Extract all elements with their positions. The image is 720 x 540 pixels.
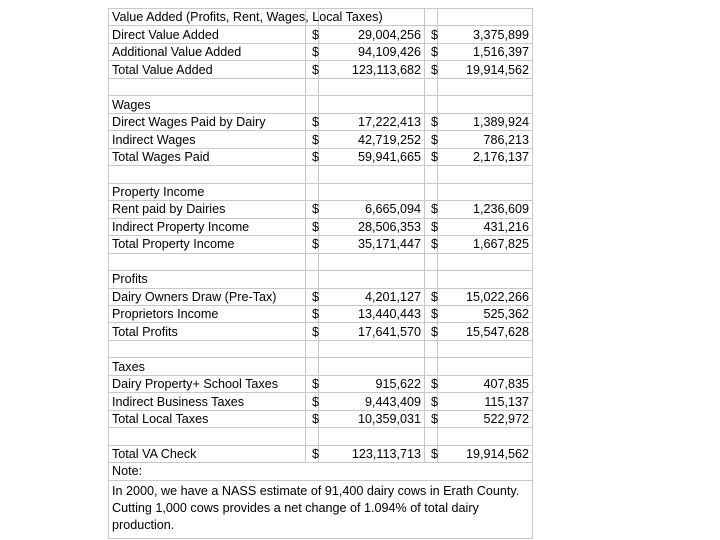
table-row — [109, 26, 533, 43]
currency-symbol: $ — [425, 393, 438, 410]
empty-cell — [438, 78, 533, 95]
empty-cell — [425, 183, 438, 200]
note-label-row — [109, 463, 533, 480]
empty-cell — [306, 271, 319, 288]
table-row — [109, 305, 533, 322]
value-column-2: 15,547,628 — [438, 323, 533, 340]
table-row — [109, 445, 533, 462]
value-column-1: 9,443,409 — [319, 393, 425, 410]
currency-symbol: $ — [306, 113, 319, 130]
currency-symbol: $ — [306, 445, 319, 462]
value-column-1: 29,004,256 — [319, 26, 425, 43]
table-row — [109, 61, 533, 78]
empty-cell — [438, 358, 533, 375]
currency-symbol: $ — [306, 61, 319, 78]
empty-cell — [438, 166, 533, 183]
empty-cell — [425, 358, 438, 375]
table-row — [109, 218, 533, 235]
empty-cell — [425, 9, 438, 26]
empty-cell — [319, 183, 425, 200]
currency-symbol: $ — [306, 43, 319, 60]
section-heading: Value Added (Profits, Rent, Wages, Local Taxes) — [109, 9, 306, 26]
empty-cell — [109, 166, 306, 183]
blank-row — [109, 340, 533, 357]
row-label: Total Wages Paid — [109, 148, 306, 165]
note-text-row — [109, 480, 533, 538]
value-column-2: 115,137 — [438, 393, 533, 410]
currency-symbol: $ — [425, 323, 438, 340]
currency-symbol: $ — [306, 410, 319, 427]
empty-cell — [319, 271, 425, 288]
table-row — [109, 375, 533, 392]
blank-row — [109, 78, 533, 95]
currency-symbol: $ — [425, 113, 438, 130]
empty-cell — [319, 428, 425, 445]
table-row — [109, 288, 533, 305]
value-column-1: 59,941,665 — [319, 148, 425, 165]
blank-row — [109, 166, 533, 183]
empty-cell — [306, 183, 319, 200]
value-column-1: 35,171,447 — [319, 236, 425, 253]
value-added-table — [108, 8, 533, 539]
table-row — [109, 148, 533, 165]
value-column-1: 94,109,426 — [319, 43, 425, 60]
currency-symbol: $ — [425, 218, 438, 235]
row-label: Total Value Added — [109, 61, 306, 78]
empty-cell — [319, 78, 425, 95]
value-column-1: 10,359,031 — [319, 410, 425, 427]
row-label: Direct Value Added — [109, 26, 306, 43]
empty-cell — [425, 166, 438, 183]
value-column-2: 19,914,562 — [438, 445, 533, 462]
value-column-2: 1,667,825 — [438, 236, 533, 253]
value-column-2: 407,835 — [438, 375, 533, 392]
empty-cell — [306, 428, 319, 445]
section-heading: Property Income — [109, 183, 306, 200]
value-column-2: 431,216 — [438, 218, 533, 235]
row-label: Additional Value Added — [109, 43, 306, 60]
empty-cell — [425, 96, 438, 113]
currency-symbol: $ — [425, 131, 438, 148]
empty-cell — [425, 428, 438, 445]
empty-cell — [109, 428, 306, 445]
row-label: Dairy Owners Draw (Pre-Tax) — [109, 288, 306, 305]
value-column-2: 1,236,609 — [438, 201, 533, 218]
value-column-2: 522,972 — [438, 410, 533, 427]
currency-symbol: $ — [306, 218, 319, 235]
value-column-2: 3,375,899 — [438, 26, 533, 43]
currency-symbol: $ — [306, 201, 319, 218]
value-column-1: 17,641,570 — [319, 323, 425, 340]
row-label: Total Local Taxes — [109, 410, 306, 427]
empty-cell — [319, 96, 425, 113]
value-column-1: 42,719,252 — [319, 131, 425, 148]
currency-symbol: $ — [306, 375, 319, 392]
empty-cell — [425, 340, 438, 357]
section-heading-row — [109, 96, 533, 113]
row-label: Total VA Check — [109, 445, 306, 462]
empty-cell — [319, 340, 425, 357]
empty-cell — [109, 340, 306, 357]
empty-cell — [306, 358, 319, 375]
empty-cell — [438, 271, 533, 288]
empty-cell — [438, 340, 533, 357]
empty-cell — [438, 253, 533, 270]
currency-symbol: $ — [425, 305, 438, 322]
table-row — [109, 393, 533, 410]
empty-cell — [306, 340, 319, 357]
value-column-1: 4,201,127 — [319, 288, 425, 305]
empty-cell — [438, 183, 533, 200]
row-label: Rent paid by Dairies — [109, 201, 306, 218]
value-column-1: 123,113,682 — [319, 61, 425, 78]
empty-cell — [306, 166, 319, 183]
row-label: Total Property Income — [109, 236, 306, 253]
currency-symbol: $ — [306, 305, 319, 322]
empty-cell — [306, 253, 319, 270]
currency-symbol: $ — [425, 26, 438, 43]
empty-cell — [425, 271, 438, 288]
currency-symbol: $ — [425, 288, 438, 305]
section-heading-row — [109, 9, 533, 26]
empty-cell — [109, 253, 306, 270]
note-label: Note: — [109, 463, 533, 480]
blank-row — [109, 253, 533, 270]
empty-cell — [319, 253, 425, 270]
spreadsheet — [108, 8, 532, 539]
empty-cell — [319, 166, 425, 183]
currency-symbol: $ — [425, 201, 438, 218]
section-heading: Profits — [109, 271, 306, 288]
value-column-1: 28,506,353 — [319, 218, 425, 235]
table-row — [109, 113, 533, 130]
empty-cell — [109, 78, 306, 95]
table-row — [109, 236, 533, 253]
row-label: Dairy Property+ School Taxes — [109, 375, 306, 392]
value-column-2: 19,914,562 — [438, 61, 533, 78]
currency-symbol: $ — [425, 445, 438, 462]
row-label: Proprietors Income — [109, 305, 306, 322]
currency-symbol: $ — [425, 410, 438, 427]
value-column-1: 17,222,413 — [319, 113, 425, 130]
blank-row — [109, 428, 533, 445]
empty-cell — [306, 78, 319, 95]
empty-cell — [438, 96, 533, 113]
currency-symbol: $ — [425, 375, 438, 392]
table-row — [109, 43, 533, 60]
note-text: In 2000, we have a NASS estimate of 91,400 dairy cows in Erath County. Cutting 1,000 cows provides a net change of 1.094% of total dairy production. — [109, 480, 533, 538]
currency-symbol: $ — [306, 236, 319, 253]
value-column-1: 915,622 — [319, 375, 425, 392]
empty-cell — [438, 428, 533, 445]
section-heading: Wages — [109, 96, 306, 113]
row-label: Total Profits — [109, 323, 306, 340]
value-column-1: 123,113,713 — [319, 445, 425, 462]
value-column-2: 2,176,137 — [438, 148, 533, 165]
currency-symbol: $ — [425, 61, 438, 78]
table-row — [109, 131, 533, 148]
table-row — [109, 410, 533, 427]
empty-cell — [319, 358, 425, 375]
currency-symbol: $ — [306, 393, 319, 410]
table-row — [109, 323, 533, 340]
empty-cell — [425, 78, 438, 95]
currency-symbol: $ — [425, 148, 438, 165]
value-column-2: 1,516,397 — [438, 43, 533, 60]
value-column-2: 15,022,266 — [438, 288, 533, 305]
section-heading-row — [109, 358, 533, 375]
currency-symbol: $ — [306, 288, 319, 305]
currency-symbol: $ — [425, 43, 438, 60]
section-heading-row — [109, 183, 533, 200]
row-label: Indirect Property Income — [109, 218, 306, 235]
table-row — [109, 201, 533, 218]
value-column-1: 13,440,443 — [319, 305, 425, 322]
row-label: Direct Wages Paid by Dairy — [109, 113, 306, 130]
currency-symbol: $ — [425, 236, 438, 253]
empty-cell — [306, 96, 319, 113]
section-heading: Taxes — [109, 358, 306, 375]
currency-symbol: $ — [306, 323, 319, 340]
empty-cell — [438, 9, 533, 26]
row-label: Indirect Wages — [109, 131, 306, 148]
value-column-1: 6,665,094 — [319, 201, 425, 218]
section-heading-row — [109, 271, 533, 288]
currency-symbol: $ — [306, 148, 319, 165]
currency-symbol: $ — [306, 26, 319, 43]
empty-cell — [425, 253, 438, 270]
value-column-2: 525,362 — [438, 305, 533, 322]
row-label: Indirect Business Taxes — [109, 393, 306, 410]
value-column-2: 1,389,924 — [438, 113, 533, 130]
value-column-2: 786,213 — [438, 131, 533, 148]
currency-symbol: $ — [306, 131, 319, 148]
